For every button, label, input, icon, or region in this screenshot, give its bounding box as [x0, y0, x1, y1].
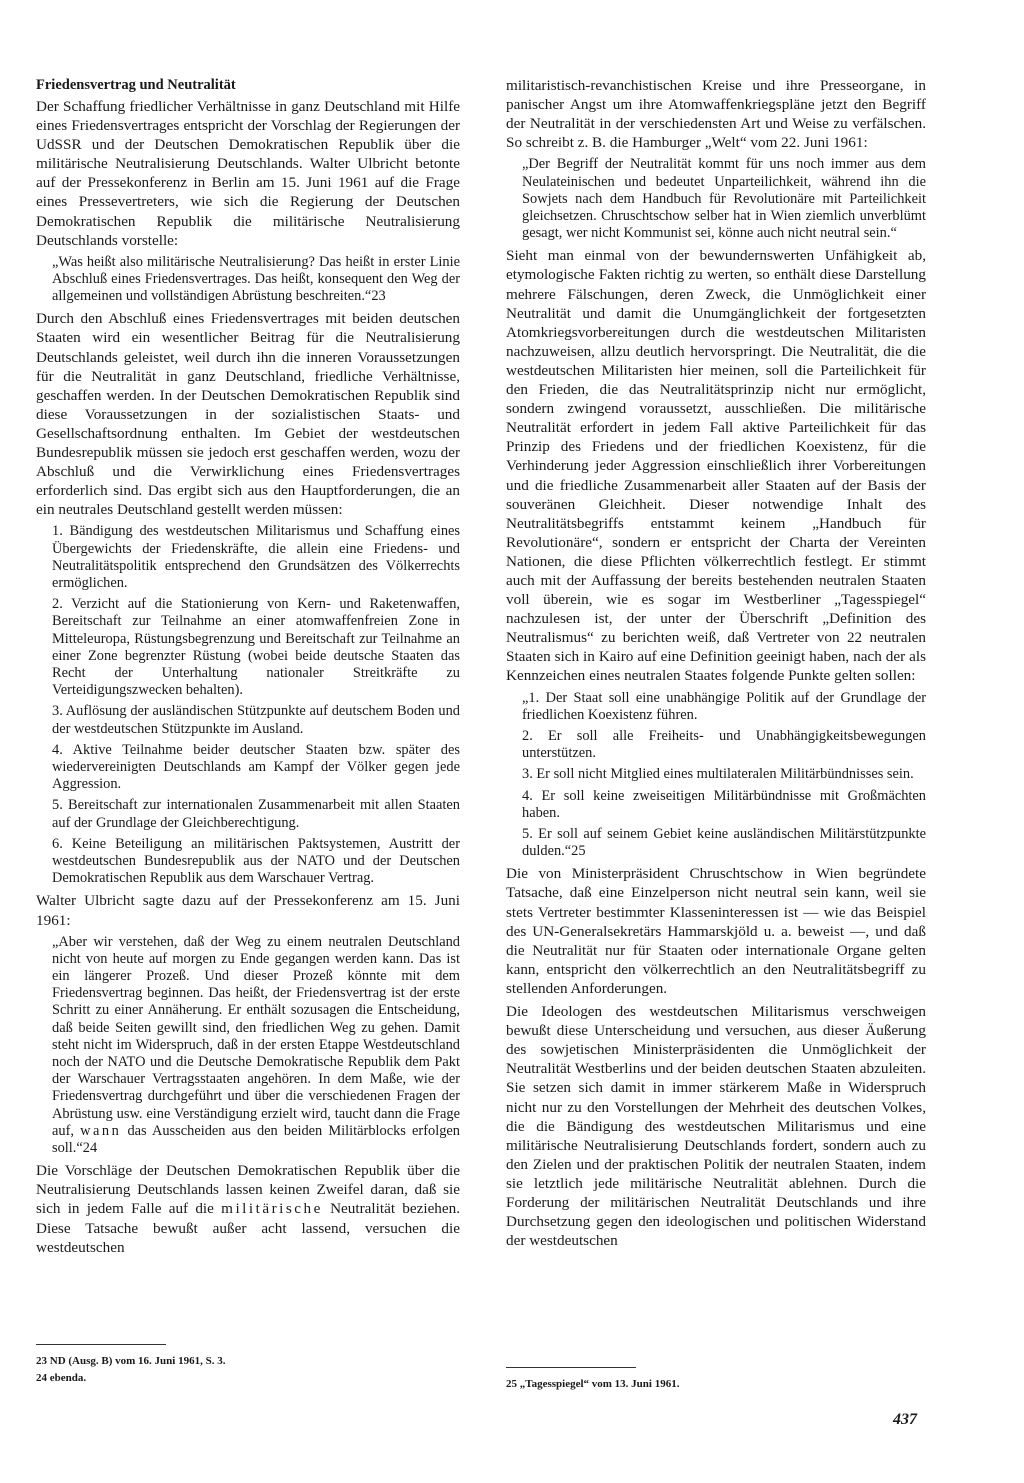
- paragraph: Durch den Abschluß eines Friedensvertrages mit beiden deutschen Staaten wird ein wesentlicher Beitrag für die Neutralisierung Deutschlands geleistet, weil durch ihn die inneren Voraussetzungen für die Neutralität in ganz Deutschland, friedliche Verhältnisse, geschaffen werden. In der Deutschen Demokratischen Republik sind diese Voraussetzungen in der sozialistischen Staats- und Gesellschaftsordnung enthalten. Im Gebiet der westdeutschen Bundesrepublik müssen sie jedoch erst geschaffen werden, wozu der Abschluß und die Verwirklichung eines Friedensvertrages erforderlich sind. Das ergibt sich aus den Hauptforderungen, die an ein neutrales Deutschland gestellt werden müssen:: [36, 310, 460, 519]
- paragraph: Der Schaffung friedlicher Verhältnisse in ganz Deutschland mit Hilfe eines Friedensvertrages entspricht der Vorschlag der Regierungen der UdSSR und der Deutschen Demokratischen Republik über die militärische Neutralisierung Deutschlands. Walter Ulbricht betonte auf der Pressekonferenz in Berlin am 15. Juni 1961 auf die Frage eines Pressevertreters, wie sich die Regierung der Deutschen Demokratischen Republik die militärische Neutralisierung Deutschlands vorstelle:: [36, 98, 460, 249]
- quote-part: „Aber wir verstehen, daß der Weg zu einem neutralen Deutschland nicht von heute auf morgen zu Ende gegangen werden kann. Das ist ein längerer Prozeß. Und dieser Prozeß könnte mit dem Friedensvertrag beginnen. Das heißt, der Friedensvertrag ist der erste Schritt zu einer Annäherung. Er enthält sozusagen die Entscheidung, daß beide Seiten gewillt sind, den friedlichen Weg zu gehen. Damit steht nicht im Widerspruch, daß in der ersten Etappe Westdeutschland noch der NATO und die Deutsche Demokratische Republik dem Pakt der Warschauer Vertragsstaaten angehören. In dem Maße, wie der Friedensvertrag durchgeführt und über die verschiedenen Fragen der Abrüstung usw. eine Verständigung erzielt wird, taucht dann die Frage auf,: [52, 933, 460, 1139]
- paragraph: Die von Ministerpräsident Chruschtschow in Wien begründete Tatsache, daß eine Einzelperson nicht neutral sein kann, weil sie stets Vertreter bestimmter Klasseninteressen ist — wie das Beispiel des UN-Generalsekretärs Hammarskjöld u. a. beweist —, und daß die Neutralität nur für Staaten oder internationale Organe gelten kann, entspricht den völkerrechtlich an den Neutralitätsbegriff zu stellenden Anforderungen.: [506, 865, 926, 997]
- paragraph: [36, 1161, 460, 1256]
- section-heading: Friedensvertrag und Neutralität: [36, 77, 236, 93]
- left-column: [36, 76, 460, 1257]
- list-item: 1. Bändigung des westdeutschen Militarismus und Schaffung eines Übergewichts der Friedenskräfte, die allein eine Friedens- und Neutralitätspolitik entsprechend den Grundsätzen des Völkerrechts ermöglichen.: [52, 523, 460, 591]
- list-item: 3. Auflösung der ausländischen Stützpunkte auf deutschem Boden und der westdeutschen Stützpunkte im Ausland.: [52, 703, 460, 737]
- list-item: 4. Aktive Teilnahme beider deutscher Staaten bzw. später des wiedervereinigten Deutschlands am Kampf der Völker gegen jede Aggression.: [52, 741, 460, 793]
- list-item: 3. Er soll nicht Mitglied eines multilateralen Militärbündnisses sein.: [522, 766, 914, 783]
- paragraph: militaristisch-revanchistischen Kreise und ihre Presseorgane, in panischer Angst um ihre Atomwaffenkriegspläne jetzt den Begriff der Neutralität in der verschiedensten Art und Weise zu verfälschen. So schreibt z. B. die Hamburger „Welt“ vom 22. Juni 1961:: [506, 77, 926, 152]
- footnote-rule-left: [36, 1344, 166, 1345]
- list-item: 2. Er soll alle Freiheits- und Unabhängigkeitsbewegungen unterstützen.: [522, 727, 926, 762]
- footnote-25: 25 „Tagesspiegel“ vom 13. Juni 1961.: [506, 1378, 680, 1390]
- text-part: Neutralität beziehen. Diese Tatsache bewußt außer acht lassend, versuchen die westdeutschen: [36, 1200, 461, 1256]
- paragraph: Die Ideologen des westdeutschen Militarismus verschweigen bewußt diese Unterscheidung und versuchen, aus dieser Äußerung des sowjetischen Ministerpräsidenten die Unmöglichkeit der Neutralität Westberlins und der beiden deutschen Staaten abzuleiten. Sie setzen sich damit in immer stärkerem Maße in Widerspruch nicht nur zu den Vorstellungen der Mehrheit des deutschen Volkes, die die Bändigung des westdeutschen Militarismus und eine militärische Neutralisierung Deutschlands fordert, sondern auch zu den Zielen und der praktischen Politik der neutralen Staaten, indem sie letztlich jede militärische Neutralität ablehnen. Durch die Forderung der militärischen Neutralität Deutschlands und ihre Durchsetzung gegen den ideologischen und politischen Widerstand der westdeutschen: [506, 1003, 926, 1250]
- footnote-rule-right: [506, 1367, 636, 1368]
- paragraph: Sieht man einmal von der bewundernswerten Unfähigkeit ab, etymologische Fakten richtig zu werten, so enthält diese Darstellung mehrere Fälschungen, deren Zweck, die Unmöglichkeit einer Neutralität und damit die Unumgänglichkeit der fortgesetzten Atomkriegsvorbereitungen durch die westdeutschen Militaristen nachzuweisen, allzu deutlich hervorspringt. Die Neutralität, die die westdeutschen Militaristen hier meinen, soll die Parteilichkeit für den Frieden, die das Neutralitätsprinzip nicht nur ermöglicht, sondern zwingend voraussetzt, ausschließen. Die militärische Neutralität erfordert in jedem Fall aktive Parteilichkeit für das Prinzip des Friedens und der friedlichen Koexistenz, für die Verhinderung jeder Aggression einschließlich ihrer Vorbereitungen und die friedliche Zusammenarbeit aller Staaten auf der Basis der souveränen Gleichheit. Dieser notwendige Inhalt des Neutralitätsbegriffs entstammt keinem „Handbuch für Revolutionäre“, sondern er entspricht der Charta der Vereinten Nationen, die diese Pflichten völkerrechtlich festlegt. Er stimmt auch mit der Auffassung der bereits bestehenden neutralen Staaten voll überein, wie es sogar im Westberliner „Tagesspiegel“ nachzulesen ist, der unter der Überschrift „Definition des Neutralismus“ zu berichten weiß, daß Vertreter von 22 neutralen Staaten sich in Kairo auf eine Definition geeinigt haben, nach der als Kennzeichen eines neutralen Staates folgende Punkte gelten sollen:: [506, 247, 926, 685]
- list-item: 2. Verzicht auf die Stationierung von Kern- und Raketenwaffen, Bereitschaft zur Teilnahme an einer atomwaffenfreien Zone in Mitteleuropa, Rüstungsbegrenzung und Bereitschaft zur Teilnahme an einer Zone begrenzter Rüstung (wobei beide deutsche Staaten das Recht der Unterhaltung nationaler Streitkräfte zu Verteidigungszwecken behalten).: [52, 596, 460, 699]
- footnote-23: 23 ND (Ausg. B) vom 16. Juni 1961, S. 3.: [36, 1355, 226, 1367]
- block-quote: „Der Begriff der Neutralität kommt für uns noch immer aus dem Neulateinischen und bedeutet Unparteilichkeit, während ihn die Sowjets nach dem Handbuch für Revolutionäre mit Parteilichkeit gleichsetzen. Chruschtschow selber hat in Wien ziemlich unverblümt gesagt, wer nicht Kommunist sei, könne auch nicht neutral sein.“: [522, 156, 926, 242]
- list-item: „1. Der Staat soll eine unabhängige Politik auf der Grundlage der friedlichen Koexistenz führen.: [522, 689, 926, 723]
- spaced-word: militärische: [221, 1200, 323, 1218]
- quote-part: das Ausscheiden aus den beiden Militärblocks erfolgen soll.“24: [52, 1122, 460, 1157]
- paragraph: Walter Ulbricht sagte dazu auf der Pressekonferenz am 15. Juni 1961:: [36, 892, 460, 929]
- list-item: 6. Keine Beteiligung an militärischen Paktsystemen, Austritt der westdeutschen Bundesrepublik aus der NATO und der Deutschen Demokratischen Republik aus dem Warschauer Vertrag.: [52, 835, 460, 887]
- block-quote: [52, 934, 460, 1158]
- page-number: 437: [893, 1411, 917, 1428]
- list-item: 4. Er soll keine zweiseitigen Militärbündnisse mit Großmächten haben.: [522, 787, 926, 821]
- list-item: 5. Bereitschaft zur internationalen Zusammenarbeit mit allen Staaten auf der Grundlage der Gleichberechtigung.: [52, 797, 460, 831]
- list-item: 5. Er soll auf seinem Gebiet keine ausländischen Militärstützpunkte dulden.“25: [522, 825, 926, 860]
- text-part: Die Vorschläge der Deutschen Demokratischen Republik über die Neutralisierung Deutschlands lassen keinen Zweifel daran, daß sie sich in jedem Falle auf die: [36, 1162, 460, 1218]
- footnote-24: 24 ebenda.: [36, 1372, 87, 1384]
- block-quote: „Was heißt also militärische Neutralisierung? Das heißt in erster Linie Abschluß eines Friedensvertrages. Das heißt, konsequent den Weg der allgemeinen und vollständigen Abrüstung beschreiten.“23: [52, 253, 460, 305]
- right-column: [506, 76, 926, 1250]
- spaced-word: wann: [80, 1122, 122, 1139]
